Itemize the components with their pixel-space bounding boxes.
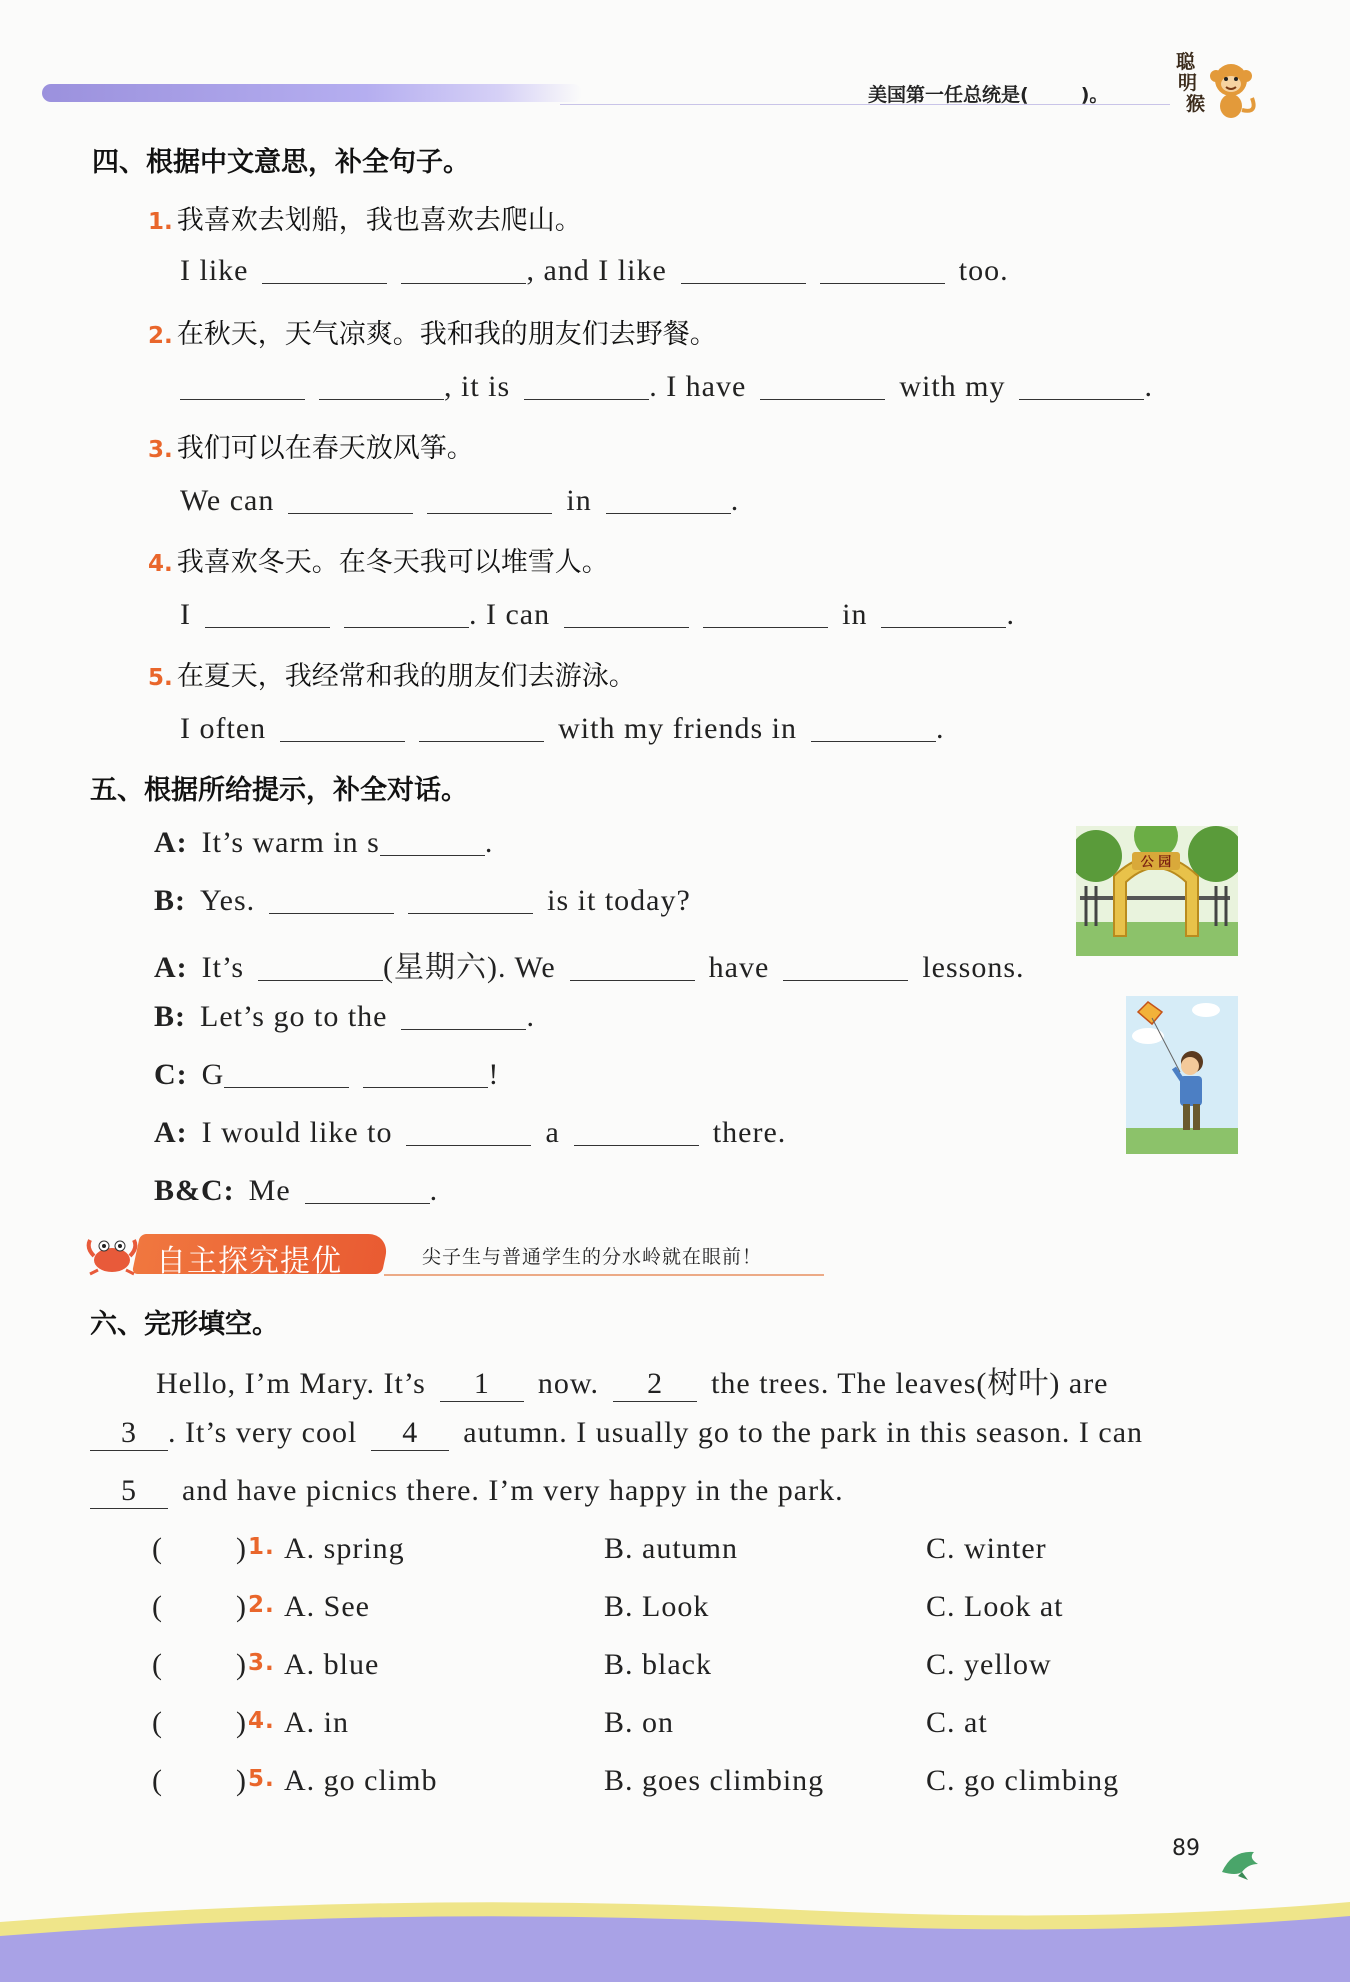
blank[interactable] (224, 1061, 349, 1088)
passage-3-text-1: and have picnics there. I’m very happy in the park. (182, 1474, 844, 1507)
cloze-blank-1[interactable]: 1 (440, 1367, 524, 1402)
blank[interactable] (205, 601, 330, 628)
passage-line-1 (156, 1358, 1109, 1402)
cloze-blank-5[interactable]: 5 (90, 1474, 168, 1509)
dialog-4-part-1: Let’s go to the (200, 1000, 388, 1033)
item-5-en-part-3: . (935, 712, 945, 745)
blank[interactable] (258, 954, 383, 981)
blank[interactable] (380, 829, 485, 856)
monkey-logo (1176, 52, 1260, 124)
item-2-en-part-3: with my (899, 370, 1006, 403)
cloze-blank-4[interactable]: 4 (371, 1416, 449, 1451)
dialog-1-part-2: . (484, 826, 494, 859)
option-c[interactable]: C. Look at (926, 1590, 1064, 1623)
passage-2-text-2: autumn. I usually go to the park in this season. I can (463, 1416, 1144, 1449)
blank[interactable] (305, 1177, 430, 1204)
blank[interactable] (344, 601, 469, 628)
option-b[interactable]: B. autumn (604, 1532, 738, 1565)
item-2-number: 2. (148, 323, 173, 349)
item-5-cn-text: 在夏天，我经常和我的朋友们去游泳。 (176, 661, 636, 692)
dialog-3-part-1: It’s (201, 951, 244, 984)
item-4-en-part-1: I (180, 598, 191, 631)
item-1-en-part-2: , and I like (526, 254, 667, 287)
answer-paren-close: ) (236, 1764, 247, 1797)
dialog-5-part-2: ! (488, 1058, 500, 1091)
passage-line-2 (90, 1416, 1143, 1451)
blank[interactable] (820, 257, 945, 284)
logo-text (1176, 51, 1206, 115)
monkey-icon (1202, 58, 1260, 124)
blank[interactable] (1019, 373, 1144, 400)
dialog-3-part-2: (星期六). We (383, 951, 556, 984)
blank[interactable] (269, 887, 394, 914)
item-5-chinese (148, 654, 636, 693)
dialog-line-3 (154, 942, 1025, 986)
answer-paren-close: ) (236, 1590, 247, 1623)
item-1-cn-text: 我喜欢去划船，我也喜欢去爬山。 (176, 205, 582, 236)
answer-paren-open[interactable]: ( (152, 1532, 163, 1565)
option-a[interactable]: A. blue (284, 1648, 380, 1681)
blank[interactable] (427, 487, 552, 514)
item-4-en-part-3: in (842, 598, 868, 631)
passage-1-text-2: now. (537, 1367, 600, 1400)
blank[interactable] (811, 715, 936, 742)
blank[interactable] (419, 715, 544, 742)
banner-underline (384, 1274, 824, 1276)
bottom-wave-decoration (0, 1888, 1350, 1982)
answer-paren-close: ) (236, 1648, 247, 1681)
dialog-6-part-1: I would like to (201, 1116, 393, 1149)
dialog-3-part-4: lessons. (922, 951, 1025, 984)
blank[interactable] (703, 601, 828, 628)
item-5-en-part-2: with my friends in (558, 712, 797, 745)
blank[interactable] (570, 954, 695, 981)
blank[interactable] (401, 257, 526, 284)
blank[interactable] (288, 487, 413, 514)
question-number: 5. (248, 1766, 275, 1792)
crab-icon (84, 1232, 140, 1276)
passage-line-3 (90, 1474, 844, 1509)
option-a[interactable]: A. go climb (284, 1764, 438, 1797)
question-number: 3. (248, 1650, 275, 1676)
item-2-en-part-2: . I have (649, 370, 747, 403)
logo-char-1: 聪 (1176, 51, 1196, 73)
blank[interactable] (280, 715, 405, 742)
answer-paren-open[interactable]: ( (152, 1590, 163, 1623)
logo-char-3: 猴 (1186, 93, 1206, 115)
option-b[interactable]: B. goes climbing (604, 1764, 825, 1797)
option-a[interactable]: A. in (284, 1706, 349, 1739)
dialog-2-part-2: is it today? (547, 884, 691, 917)
dialog-1-part-1: It’s warm in s (201, 826, 380, 859)
answer-paren-open[interactable]: ( (152, 1764, 163, 1797)
dialog-7-part-2: . (429, 1174, 439, 1207)
header-question-text: 美国第一任总统是( (868, 84, 1029, 106)
inquiry-banner (84, 1232, 824, 1278)
item-3-cn-text: 我们可以在春天放风筝。 (176, 433, 474, 464)
header-question (868, 80, 1108, 107)
speaker-label: A: (154, 1116, 188, 1149)
blank[interactable] (524, 373, 649, 400)
passage-1-text-1: Hello, I’m Mary. It’s (156, 1367, 426, 1400)
speaker-label: C: (154, 1058, 188, 1091)
page-number: 89 (1172, 1836, 1200, 1861)
item-5-english (180, 712, 944, 746)
blank[interactable] (681, 257, 806, 284)
speaker-label: A: (154, 951, 188, 984)
item-3-en-part-1: We can (180, 484, 275, 517)
blank[interactable] (363, 1061, 488, 1088)
item-1-chinese (148, 198, 582, 237)
item-2-chinese (148, 312, 717, 351)
item-2-en-part-1: , it is (444, 370, 511, 403)
question-number: 4. (248, 1708, 275, 1734)
item-1-en-part-1: I like (180, 254, 249, 287)
option-a[interactable]: A. spring (284, 1532, 405, 1565)
item-3-chinese (148, 426, 474, 465)
item-4-cn-text: 我喜欢冬天。在冬天我可以堆雪人。 (176, 547, 609, 578)
dialog-line-7 (154, 1174, 438, 1208)
section-4-title: 四、根据中文意思，补全句子。 (92, 147, 470, 178)
section-6-title: 六、完形填空。 (90, 1309, 279, 1340)
question-number: 2. (248, 1592, 275, 1618)
park-gate-illustration (1076, 826, 1238, 956)
item-4-en-part-2: . I can (469, 598, 551, 631)
dialog-6-part-2: a (545, 1116, 560, 1149)
item-1-en-part-3: too. (958, 254, 1009, 287)
question-number: 1. (248, 1534, 275, 1560)
blank[interactable] (783, 954, 908, 981)
item-1-number: 1. (148, 209, 173, 235)
dolphin-icon (1218, 1842, 1264, 1882)
option-c[interactable]: C. go climbing (926, 1764, 1120, 1797)
blank[interactable] (574, 1119, 699, 1146)
blank[interactable] (564, 601, 689, 628)
item-3-en-part-2: in (566, 484, 592, 517)
option-a[interactable]: A. See (284, 1590, 370, 1623)
blank[interactable] (881, 601, 1006, 628)
item-3-en-part-3: . (730, 484, 740, 517)
option-b[interactable]: B. on (604, 1706, 675, 1739)
item-1-english (180, 254, 1009, 288)
blank[interactable] (408, 887, 533, 914)
option-b[interactable]: B. Look (604, 1590, 710, 1623)
blank[interactable] (760, 373, 885, 400)
answer-paren-open[interactable]: ( (152, 1648, 163, 1681)
dialog-line-4 (154, 1000, 535, 1034)
dialog-2-part-1: Yes. (200, 884, 256, 917)
item-4-number: 4. (148, 551, 173, 577)
cloze-blank-2[interactable]: 2 (613, 1367, 697, 1402)
blank[interactable] (262, 257, 387, 284)
blank[interactable] (180, 373, 305, 400)
logo-char-2: 明 (1178, 72, 1198, 94)
header-bar (42, 84, 582, 102)
option-c[interactable]: C. at (926, 1706, 988, 1739)
passage-1-text-3: the trees. The leaves(树叶) are (711, 1367, 1109, 1400)
blank[interactable] (401, 1003, 526, 1030)
speaker-label: B: (154, 1000, 186, 1033)
item-2-english (180, 370, 1153, 404)
header-question-end: )。 (1080, 84, 1109, 106)
dialog-line-6 (154, 1116, 786, 1150)
banner-title: 自主探究提优 (156, 1244, 342, 1279)
blank[interactable] (606, 487, 731, 514)
banner-subtitle: 尖子生与普通学生的分水岭就在眼前！ (422, 1246, 763, 1268)
item-4-en-part-4: . (1006, 598, 1015, 631)
speaker-label: B&C: (154, 1174, 235, 1207)
blank[interactable] (319, 373, 444, 400)
dialog-6-part-3: there. (712, 1116, 787, 1149)
item-4-chinese (148, 540, 609, 579)
dialog-5-part-1: G (201, 1058, 225, 1091)
item-4-english (180, 598, 1015, 632)
kite-boy-illustration (1126, 996, 1238, 1154)
section-5-title: 五、根据所给提示，补全对话。 (90, 775, 468, 806)
answer-paren-open[interactable]: ( (152, 1706, 163, 1739)
dialog-line-5 (154, 1058, 499, 1092)
item-5-number: 5. (148, 665, 173, 691)
item-2-cn-text: 在秋天，天气凉爽。我和我的朋友们去野餐。 (176, 319, 717, 350)
answer-paren-close: ) (236, 1532, 247, 1565)
speaker-label: B: (154, 884, 186, 917)
passage-2-text-1: . It’s very cool (168, 1416, 358, 1449)
blank[interactable] (406, 1119, 531, 1146)
answer-paren-close: ) (236, 1706, 247, 1739)
item-5-en-part-1: I often (180, 712, 267, 745)
dialog-7-part-1: Me (248, 1174, 291, 1207)
dialog-line-1 (154, 826, 493, 860)
item-2-en-part-4: . (1144, 370, 1153, 403)
dialog-3-part-3: have (708, 951, 770, 984)
speaker-label: A: (154, 826, 188, 859)
option-c[interactable]: C. yellow (926, 1648, 1052, 1681)
dialog-line-2 (154, 884, 691, 918)
item-3-english (180, 484, 739, 518)
park-sign-text: 公 园 (1140, 855, 1172, 870)
cloze-blank-3[interactable]: 3 (90, 1416, 168, 1451)
option-b[interactable]: B. black (604, 1648, 712, 1681)
dialog-4-part-2: . (526, 1000, 535, 1033)
option-c[interactable]: C. winter (926, 1532, 1047, 1565)
item-3-number: 3. (148, 437, 173, 463)
